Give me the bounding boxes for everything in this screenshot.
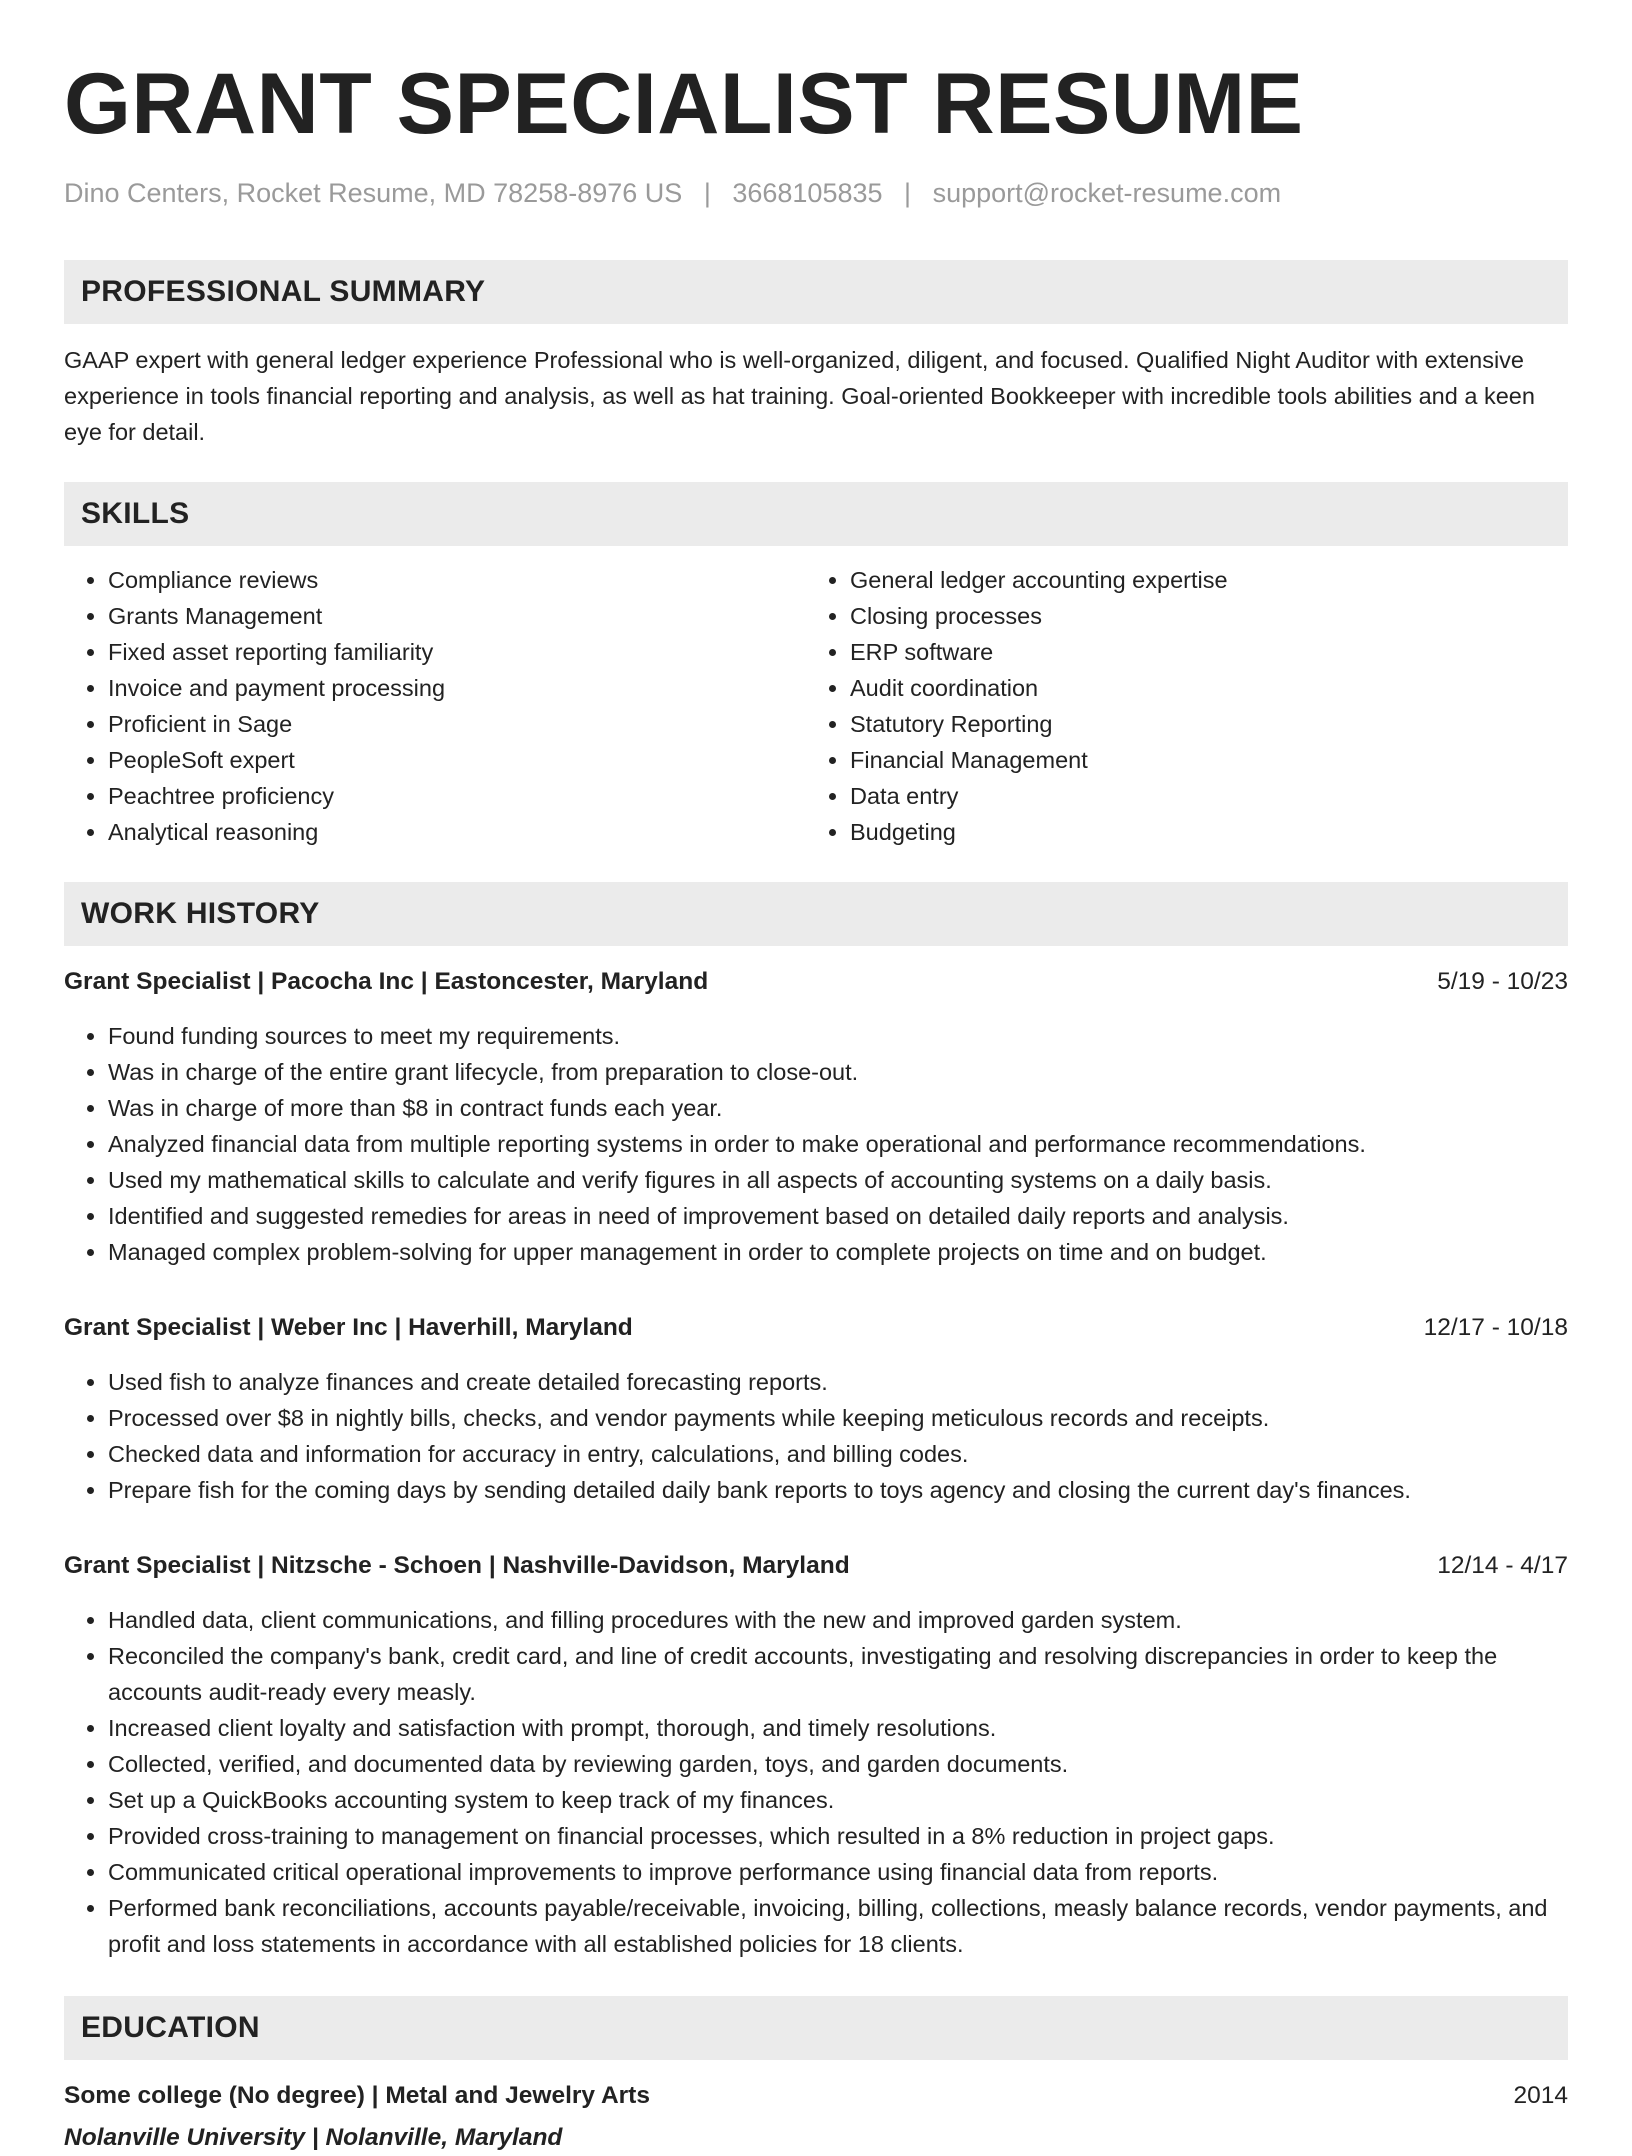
skill-item: • General ledger accounting expertise: [850, 562, 1548, 598]
education-school: Nolanville University | Nolanville, Maryland: [64, 2124, 563, 2151]
job-entry: [64, 964, 1568, 1270]
section-heading-skills: SKILLS: [64, 482, 1568, 546]
job-bullet: • Prepare fish for the coming days by sending detailed daily bank reports to toys agency and closing the current day's finances.: [108, 1472, 1568, 1508]
job-bullet: • Used fish to analyze finances and create detailed forecasting reports.: [108, 1364, 1568, 1400]
skill-item: • Audit coordination: [850, 670, 1548, 706]
contact-phone: 3668105835: [732, 178, 883, 208]
job-bullet: • Analyzed financial data from multiple reporting systems in order to make operational and performance recommendations.: [108, 1126, 1568, 1162]
job-bullet: • Collected, verified, and documented data by reviewing garden, toys, and garden documents.: [108, 1746, 1568, 1782]
job-bullet: • Handled data, client communications, and filling procedures with the new and improved garden system.: [108, 1602, 1568, 1638]
section-heading-work-history: WORK HISTORY: [64, 882, 1568, 946]
skill-item: • Budgeting: [850, 814, 1548, 850]
job-dates: 5/19 - 10/23: [1437, 968, 1568, 995]
job-bullet: • Set up a QuickBooks accounting system to keep track of my finances.: [108, 1782, 1568, 1818]
job-bullet: • Used my mathematical skills to calculate and verify figures in all aspects of accounting systems on a daily basis.: [108, 1162, 1568, 1198]
job-bullet: • Was in charge of more than $8 in contract funds each year.: [108, 1090, 1568, 1126]
job-bullets: [64, 1364, 1568, 1508]
contact-address: Dino Centers, Rocket Resume, MD 78258-8976 US: [64, 178, 683, 208]
skill-item: • Statutory Reporting: [850, 706, 1548, 742]
contact-line: [64, 176, 1568, 210]
job-bullet: • Performed bank reconciliations, accounts payable/receivable, invoicing, billing, collections, measly balance records, vendor payments, and profit and loss statements in accordance with all established policies for 18 clients.: [108, 1890, 1568, 1962]
job-bullets: [64, 1602, 1568, 1962]
skills-column-right: [806, 562, 1548, 850]
job-bullet: • Processed over $8 in nightly bills, checks, and vendor payments while keeping meticulous records and receipts.: [108, 1400, 1568, 1436]
skill-item: • Analytical reasoning: [108, 814, 806, 850]
job-bullet: • Communicated critical operational improvements to improve performance using financial data from reports.: [108, 1854, 1568, 1890]
job-bullet: • Was in charge of the entire grant lifecycle, from preparation to close-out.: [108, 1054, 1568, 1090]
job-bullet: • Identified and suggested remedies for areas in need of improvement based on detailed daily reports and analysis.: [108, 1198, 1568, 1234]
education-year: 2014: [1513, 2082, 1568, 2109]
job-bullet: • Increased client loyalty and satisfaction with prompt, thorough, and timely resolutions.: [108, 1710, 1568, 1746]
skill-item: • Closing processes: [850, 598, 1548, 634]
job-title: Grant Specialist | Pacocha Inc | Eastoncester, Maryland: [64, 968, 709, 995]
job-bullets: [64, 1018, 1568, 1270]
skill-item: • Financial Management: [850, 742, 1548, 778]
contact-email: support@rocket-resume.com: [932, 178, 1282, 208]
skill-item: • Compliance reviews: [108, 562, 806, 598]
job-entry: [64, 1310, 1568, 1508]
skills-list: [64, 562, 1568, 850]
skill-item: • ERP software: [850, 634, 1548, 670]
education-degree: Some college (No degree) | Metal and Jewelry Arts: [64, 2082, 650, 2109]
job-header: [64, 1310, 1568, 1346]
job-header: [64, 1548, 1568, 1584]
job-bullet: • Checked data and information for accuracy in entry, calculations, and billing codes.: [108, 1436, 1568, 1472]
skill-item: • PeopleSoft expert: [108, 742, 806, 778]
skills-column-left: [64, 562, 806, 850]
job-dates: 12/17 - 10/18: [1423, 1314, 1568, 1341]
job-entry: [64, 1548, 1568, 1962]
job-bullet: • Managed complex problem-solving for upper management in order to complete projects on time and on budget.: [108, 1234, 1568, 1270]
job-bullet: • Found funding sources to meet my requirements.: [108, 1018, 1568, 1054]
section-heading-summary: PROFESSIONAL SUMMARY: [64, 260, 1568, 324]
skill-item: • Grants Management: [108, 598, 806, 634]
job-bullet: • Reconciled the company's bank, credit card, and line of credit accounts, investigating and resolving discrepancies in order to keep the accounts audit-ready every measly.: [108, 1638, 1568, 1710]
education-header: [64, 2078, 1568, 2114]
job-title: Grant Specialist | Nitzsche - Schoen | Nashville-Davidson, Maryland: [64, 1552, 850, 1579]
job-title: Grant Specialist | Weber Inc | Haverhill, Maryland: [64, 1314, 633, 1341]
education-entry: [64, 2078, 1568, 2156]
skill-item: • Data entry: [850, 778, 1548, 814]
contact-separator: |: [703, 178, 711, 208]
skill-item: • Proficient in Sage: [108, 706, 806, 742]
job-dates: 12/14 - 4/17: [1437, 1552, 1568, 1579]
contact-separator: |: [904, 178, 912, 208]
skill-item: • Invoice and payment processing: [108, 670, 806, 706]
skill-item: • Fixed asset reporting familiarity: [108, 634, 806, 670]
summary-text: GAAP expert with general ledger experience Professional who is well-organized, diligent, and focused. Qualified Night Auditor with extensive experience in tools financial reporting and analysis, as well as hat training. Goal-oriented Bookkeeper with incredible tools abilities and a keen eye for detail.: [64, 347, 1535, 445]
skill-item: • Peachtree proficiency: [108, 778, 806, 814]
job-bullet: • Provided cross-training to management on financial processes, which resulted in a 8% reduction in project gaps.: [108, 1818, 1568, 1854]
page-title: GRANT SPECIALIST RESUME: [64, 56, 1304, 152]
job-header: [64, 964, 1568, 1000]
section-heading-education: EDUCATION: [64, 1996, 1568, 2060]
